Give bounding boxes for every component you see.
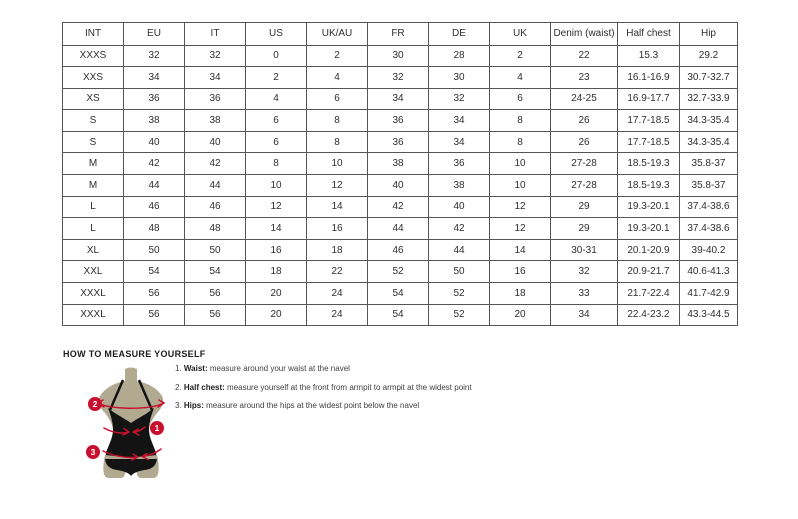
- table-cell: 18: [307, 239, 368, 261]
- table-cell: XXXS: [63, 45, 124, 67]
- step-number: 1.: [175, 364, 182, 373]
- table-cell: 4: [246, 88, 307, 110]
- table-cell: 16.1-16.9: [618, 67, 680, 89]
- table-cell: 52: [429, 304, 490, 326]
- table-cell: 22: [307, 261, 368, 283]
- table-cell: 18: [246, 261, 307, 283]
- table-cell: 12: [490, 196, 551, 218]
- table-cell: 24: [307, 304, 368, 326]
- measure-step-half-chest: [175, 384, 472, 392]
- table-cell: 24-25: [551, 88, 618, 110]
- table-cell: 54: [368, 304, 429, 326]
- header-cell: DE: [429, 23, 490, 46]
- size-chart: [62, 22, 738, 326]
- table-cell: 54: [368, 283, 429, 305]
- table-cell: 0: [246, 45, 307, 67]
- table-cell: 28: [429, 45, 490, 67]
- table-row: [63, 131, 738, 153]
- table-cell: 27-28: [551, 153, 618, 175]
- table-cell: 35.8-37: [680, 175, 738, 197]
- table-cell: 14: [246, 218, 307, 240]
- table-cell: 4: [490, 67, 551, 89]
- table-cell: 8: [246, 153, 307, 175]
- step-number: 2.: [175, 382, 182, 392]
- table-cell: S: [63, 131, 124, 153]
- mannequin-illustration: [77, 366, 187, 486]
- table-cell: 18: [490, 283, 551, 305]
- header-cell: IT: [185, 23, 246, 46]
- table-cell: 20: [246, 283, 307, 305]
- table-cell: 21.7-22.4: [618, 283, 680, 305]
- table-cell: 36: [368, 110, 429, 132]
- table-cell: 17.7-18.5: [618, 110, 680, 132]
- table-cell: 54: [185, 261, 246, 283]
- table-cell: 35.8-37: [680, 153, 738, 175]
- table-cell: 22.4-23.2: [618, 304, 680, 326]
- table-cell: XXXL: [63, 304, 124, 326]
- table-cell: XL: [63, 239, 124, 261]
- table-cell: 20.9-21.7: [618, 261, 680, 283]
- table-cell: 34: [429, 131, 490, 153]
- table-cell: 2: [307, 45, 368, 67]
- table-cell: 38: [368, 153, 429, 175]
- table-cell: 41.7-42.9: [680, 283, 738, 305]
- table-cell: 32: [368, 67, 429, 89]
- table-row: [63, 218, 738, 240]
- size-table: [62, 22, 738, 326]
- table-cell: 22: [551, 45, 618, 67]
- table-cell: 14: [307, 196, 368, 218]
- measure-steps: [175, 365, 472, 421]
- header-cell: US: [246, 23, 307, 46]
- table-cell: 16: [490, 261, 551, 283]
- table-cell: 12: [490, 218, 551, 240]
- header-cell: INT: [63, 23, 124, 46]
- table-cell: 32: [551, 261, 618, 283]
- table-cell: 20: [246, 304, 307, 326]
- step-text: measure around your waist at the navel: [209, 364, 350, 373]
- table-cell: 56: [185, 283, 246, 305]
- table-cell: 2: [246, 67, 307, 89]
- table-cell: 33: [551, 283, 618, 305]
- table-cell: 20.1-20.9: [618, 239, 680, 261]
- table-cell: 56: [124, 304, 185, 326]
- table-cell: 32: [124, 45, 185, 67]
- table-cell: XXL: [63, 261, 124, 283]
- table-cell: 2: [490, 45, 551, 67]
- table-cell: 34.3-35.4: [680, 110, 738, 132]
- table-cell: 44: [185, 175, 246, 197]
- table-cell: S: [63, 110, 124, 132]
- measure-step-hips: [175, 402, 472, 410]
- table-cell: 26: [551, 131, 618, 153]
- table-cell: M: [63, 175, 124, 197]
- table-cell: 36: [429, 153, 490, 175]
- table-cell: 38: [124, 110, 185, 132]
- table-cell: 10: [490, 175, 551, 197]
- table-cell: 36: [368, 131, 429, 153]
- table-cell: 19.3-20.1: [618, 218, 680, 240]
- table-row: [63, 283, 738, 305]
- table-cell: 16: [307, 218, 368, 240]
- table-cell: 56: [185, 304, 246, 326]
- table-cell: 29: [551, 196, 618, 218]
- table-cell: 6: [246, 131, 307, 153]
- table-cell: 26: [551, 110, 618, 132]
- table-cell: 46: [124, 196, 185, 218]
- table-cell: XS: [63, 88, 124, 110]
- table-cell: 36: [185, 88, 246, 110]
- table-cell: 52: [429, 283, 490, 305]
- table-cell: 18.5-19.3: [618, 153, 680, 175]
- table-cell: 44: [124, 175, 185, 197]
- mannequin-figure-icon: [77, 366, 187, 486]
- table-cell: 16.9-17.7: [618, 88, 680, 110]
- table-cell: 12: [307, 175, 368, 197]
- table-cell: 40: [368, 175, 429, 197]
- table-cell: 6: [307, 88, 368, 110]
- table-cell: 40: [124, 131, 185, 153]
- marker-badge-1: [150, 421, 164, 435]
- table-cell: 29.2: [680, 45, 738, 67]
- table-cell: 27-28: [551, 175, 618, 197]
- table-row: [63, 196, 738, 218]
- marker-badge-2: [88, 397, 102, 411]
- table-cell: 17.7-18.5: [618, 131, 680, 153]
- table-cell: 34: [429, 110, 490, 132]
- table-cell: 37.4-38.6: [680, 218, 738, 240]
- table-cell: XXS: [63, 67, 124, 89]
- table-row: [63, 261, 738, 283]
- marker-number: 2: [92, 399, 98, 409]
- table-cell: 44: [368, 218, 429, 240]
- table-row: [63, 45, 738, 67]
- table-cell: 34: [551, 304, 618, 326]
- table-row: [63, 67, 738, 89]
- table-cell: 18.5-19.3: [618, 175, 680, 197]
- table-cell: 30.7-32.7: [680, 67, 738, 89]
- table-cell: 6: [490, 88, 551, 110]
- table-cell: 40.6-41.3: [680, 261, 738, 283]
- header-cell: Hip: [680, 23, 738, 46]
- table-cell: 20: [490, 304, 551, 326]
- table-cell: 30: [368, 45, 429, 67]
- table-cell: 12: [246, 196, 307, 218]
- table-cell: 10: [246, 175, 307, 197]
- step-text: measure yourself at the front from armpit to armpit at the widest point: [227, 382, 472, 392]
- table-row: [63, 153, 738, 175]
- table-cell: 32: [185, 45, 246, 67]
- table-cell: 10: [490, 153, 551, 175]
- table-cell: 4: [307, 67, 368, 89]
- marker-number: 3: [90, 447, 96, 457]
- header-cell: UK: [490, 23, 551, 46]
- table-cell: 54: [124, 261, 185, 283]
- table-cell: 39-40.2: [680, 239, 738, 261]
- table-cell: 42: [124, 153, 185, 175]
- marker-number: 1: [154, 423, 160, 433]
- header-cell: FR: [368, 23, 429, 46]
- step-number: 3.: [175, 401, 182, 410]
- table-cell: 8: [307, 131, 368, 153]
- table-cell: 30: [429, 67, 490, 89]
- table-cell: 32.7-33.9: [680, 88, 738, 110]
- table-header-row: [63, 23, 738, 46]
- table-cell: 6: [246, 110, 307, 132]
- table-cell: 56: [124, 283, 185, 305]
- table-cell: 10: [307, 153, 368, 175]
- table-row: [63, 110, 738, 132]
- table-row: [63, 304, 738, 326]
- table-cell: 42: [368, 196, 429, 218]
- table-cell: 48: [124, 218, 185, 240]
- header-cell: Denim (waist): [551, 23, 618, 46]
- table-cell: 43.3-44.5: [680, 304, 738, 326]
- table-cell: 23: [551, 67, 618, 89]
- table-cell: 40: [185, 131, 246, 153]
- table-cell: L: [63, 218, 124, 240]
- table-cell: 15.3: [618, 45, 680, 67]
- table-cell: XXXL: [63, 283, 124, 305]
- step-label: Waist:: [183, 364, 208, 373]
- table-cell: 19.3-20.1: [618, 196, 680, 218]
- table-cell: 44: [429, 239, 490, 261]
- table-cell: 29: [551, 218, 618, 240]
- step-label: Half chest:: [183, 382, 225, 392]
- header-cell: EU: [124, 23, 185, 46]
- table-cell: 36: [124, 88, 185, 110]
- table-cell: 30-31: [551, 239, 618, 261]
- table-cell: 14: [490, 239, 551, 261]
- measure-step-waist: [175, 365, 472, 373]
- table-cell: L: [63, 196, 124, 218]
- step-text: measure around the hips at the widest point below the navel: [206, 401, 420, 410]
- table-cell: 34: [185, 67, 246, 89]
- table-cell: M: [63, 153, 124, 175]
- table-row: [63, 175, 738, 197]
- table-cell: 38: [185, 110, 246, 132]
- table-cell: 34.3-35.4: [680, 131, 738, 153]
- table-cell: 8: [490, 131, 551, 153]
- header-cell: Half chest: [618, 23, 680, 46]
- table-cell: 34: [368, 88, 429, 110]
- table-cell: 46: [185, 196, 246, 218]
- table-cell: 16: [246, 239, 307, 261]
- table-cell: 38: [429, 175, 490, 197]
- measure-section-title: HOW TO MEASURE YOURSELF: [63, 349, 206, 359]
- table-cell: 32: [429, 88, 490, 110]
- table-cell: 42: [429, 218, 490, 240]
- table-cell: 50: [124, 239, 185, 261]
- step-label: Hips:: [183, 401, 204, 410]
- table-body: [63, 45, 738, 326]
- table-cell: 42: [185, 153, 246, 175]
- table-cell: 8: [307, 110, 368, 132]
- table-cell: 40: [429, 196, 490, 218]
- table-cell: 24: [307, 283, 368, 305]
- table-cell: 37.4-38.6: [680, 196, 738, 218]
- marker-badge-3: [86, 445, 100, 459]
- table-row: [63, 88, 738, 110]
- header-cell: UK/AU: [307, 23, 368, 46]
- table-cell: 52: [368, 261, 429, 283]
- table-cell: 48: [185, 218, 246, 240]
- table-cell: 50: [185, 239, 246, 261]
- table-row: [63, 239, 738, 261]
- table-cell: 8: [490, 110, 551, 132]
- table-cell: 34: [124, 67, 185, 89]
- table-cell: 46: [368, 239, 429, 261]
- table-cell: 50: [429, 261, 490, 283]
